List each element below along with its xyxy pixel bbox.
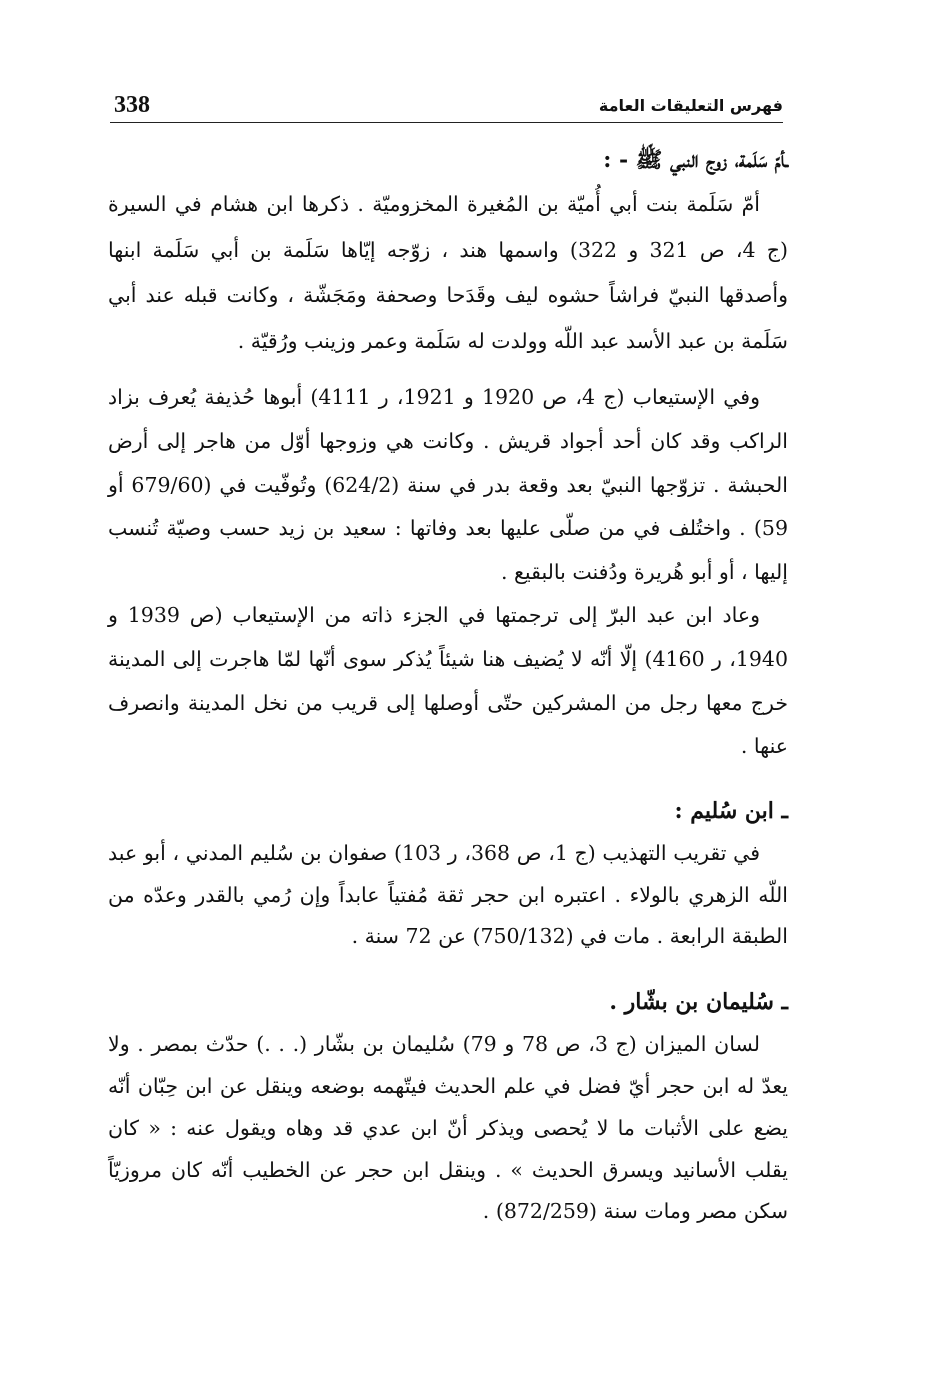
entry-heading: ـ ابن سُليم : <box>674 797 788 824</box>
page-body <box>108 138 788 1233</box>
entry-heading: ـ سُليمان بن بشّار . <box>609 989 788 1016</box>
entry-paragraph: وفي الإستيعاب (ج 4، ص 1920 و 1921، ر 4111) أبوها حُذيفة يُعرف بزاد الراكب وقد كان أحد أجواد قريش . وكانت هي وزوجها أوّل من هاجر إلى أرض الحبشة . تزوّجها النبيّ بعد وقعة بدر في سنة (624/2) وتُوفّيت في (679/60 أو 59) . واختُلف في من صلّى عليها بعد وفاتها : سعيد بن زيد حسب وصيّة تُنسب إليها ، أو أبو هُريرة ودُفنت بالبقيع . <box>108 385 788 584</box>
entry-heading: ـأمّ سَلَمة، زوج النبي ﷺ - : <box>603 147 788 173</box>
entry-paragraph: وعاد ابن عبد البرّ إلى ترجمتها في الجزء ذاته من الإستيعاب (ص 1939 و 1940، ر 4160) إلّا أنّه لا يُضيف هنا شيئاً يُذكر سوى أنّها لمّا هاجرت إلى المدينة خرج معها رجل من المشركين حتّى أوصلها إلى قريب من نخل المدينة وانصرف عنها . <box>108 603 788 759</box>
entry-paragraph: لسان الميزان (ج 3، ص 78 و 79) سُليمان بن بشّار (. . .) حدّث بمصر . ولا يعدّ له ابن حجر أيّ فضل في علم الحديث فيتّهمه بوضعه وينقل عن ابن حِبّان أنّه يضع على الأثبات ما لا يُحصى ويذكر أنّ ابن عدي قد وهاه ويقول عنه : « كان يقلب الأسانيد ويسرق الحديث » . وينقل ابن حجر عن الخطيب أنّه كان مروزيّاً سكن مصر ومات سنة (872/259) . <box>108 1032 788 1224</box>
running-title: فهرس التعليقات العامة <box>598 96 783 115</box>
page-header <box>110 92 783 123</box>
entry-paragraph: أمّ سَلَمة بنت أبي أُميّة بن المُغيرة المخزوميّة . ذكرها ابن هشام في السيرة (ج 4، ص 321 و 322) واسمها هند ، زوّجه إيّاها سَلَمة بن أبي سَلَمة ابنها وأصدقها النبيّ فراشاً حشوه ليف وقَدَحا وصحفة ومَجَشّة ، وكانت قبله عند أبي سَلَمة بن عبد الأسد عبد اللّه وولدت له سَلَمة وعمر وزينب ورُقيّة . <box>108 192 789 353</box>
page-number: 338 <box>114 92 150 118</box>
entry-paragraph: في تقريب التهذيب (ج 1، ص 368، ر 103) صفوان بن سُليم المدني ، أبو عبد اللّه الزهري بالولاء . اعتبره ابن حجر ثقة مُفتياً عابداً وإن رُمي بالقدر وعدّه من الطبقة الرابعة . مات في (750/132) عن 72 سنة . <box>108 840 788 949</box>
